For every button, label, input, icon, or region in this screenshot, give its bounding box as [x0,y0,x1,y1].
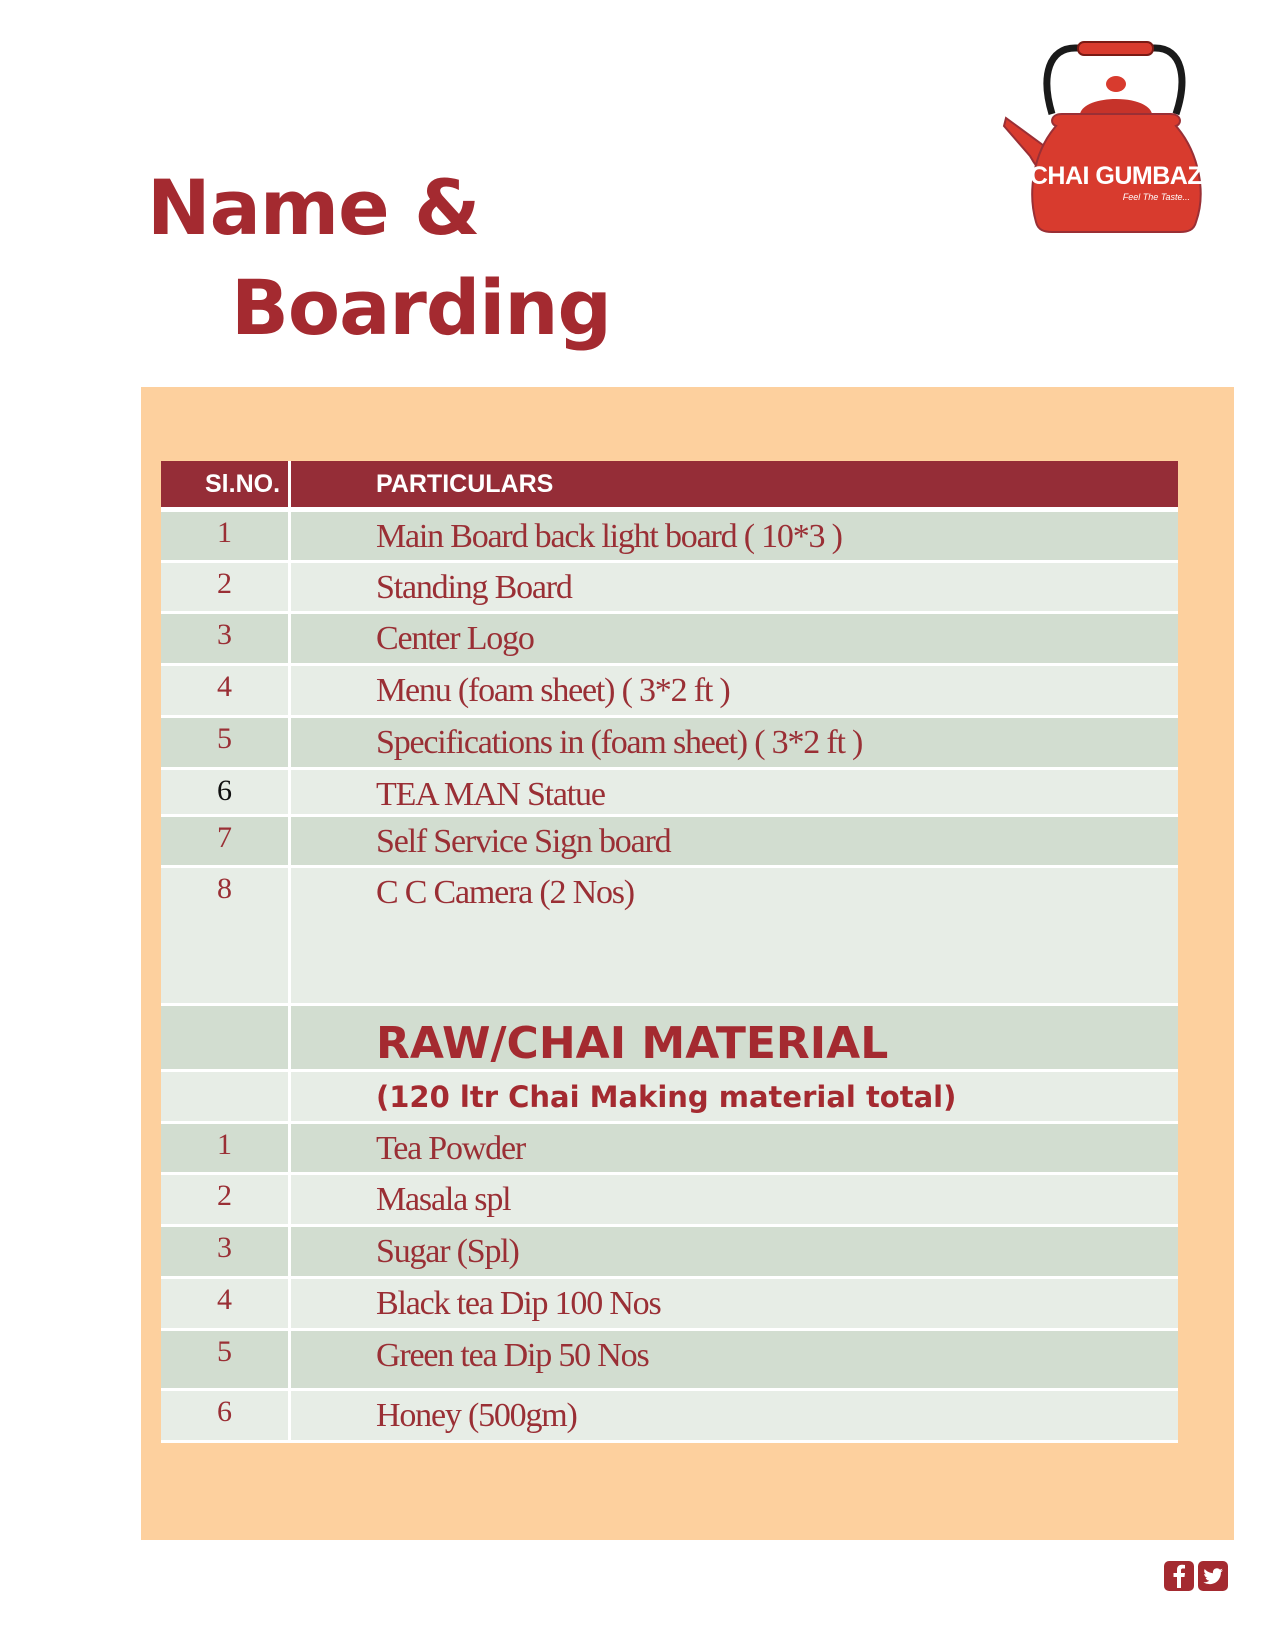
section-subtitle-row [161,1072,1178,1124]
row-number: 3 [161,1227,291,1279]
table-row [161,1124,1178,1175]
table-row [161,817,1178,868]
section-header-row [161,1006,1178,1072]
header-sl-no: Sl.NO. [161,461,291,512]
table-row [161,563,1178,614]
row-item: Green tea Dip 50 Nos [291,1331,1178,1391]
table-row [161,614,1178,666]
page-title-line1: Name & [147,163,480,252]
table-row [161,868,1178,1006]
teapot-lid-knob [1106,76,1126,92]
table-row [161,1391,1178,1443]
row-item: Specifications in (foam sheet) ( 3*2 ft ) [291,718,1178,770]
row-number: 2 [161,1175,291,1227]
section-subtitle: (120 ltr Chai Making material total) [291,1072,1178,1124]
row-item: Sugar (Spl) [291,1227,1178,1279]
table-row [161,770,1178,817]
row-number: 5 [161,718,291,770]
twitter-icon[interactable] [1198,1561,1228,1591]
boarding-table [161,461,1178,1443]
page-title-line2: Boarding [231,263,611,352]
row-number: 4 [161,1279,291,1331]
facebook-icon[interactable] [1164,1561,1194,1591]
row-number: 8 [161,868,291,1006]
logo-brand-text: CHAI GUMBAZ [1029,162,1203,190]
header-particulars: PARTICULARS [291,461,1178,512]
table-row [161,1279,1178,1331]
row-number: 6 [161,770,291,817]
row-item: Honey (500gm) [291,1391,1178,1443]
row-item: C C Camera (2 Nos) [291,868,1178,1006]
table-row [161,512,1178,563]
table-row [161,1331,1178,1391]
section-title: RAW/CHAI MATERIAL [291,1006,1178,1072]
table-header [161,461,1178,512]
table-row [161,1227,1178,1279]
teapot-lid [1080,99,1152,114]
row-item: Black tea Dip 100 Nos [291,1279,1178,1331]
row-item: TEA MAN Statue [291,770,1178,817]
row-number: 6 [161,1391,291,1443]
row-number: 3 [161,614,291,666]
table-row [161,666,1178,718]
row-item: Center Logo [291,614,1178,666]
teapot-handle-grip [1078,42,1153,55]
row-item: Self Service Sign board [291,817,1178,868]
row-number: 5 [161,1331,291,1391]
row-number: 2 [161,563,291,614]
row-item: Tea Powder [291,1124,1178,1175]
row-item: Standing Board [291,563,1178,614]
table-row [161,718,1178,770]
row-number: 4 [161,666,291,718]
row-item: Masala spl [291,1175,1178,1227]
table-row [161,1175,1178,1227]
logo-tagline-text: Feel The Taste... [1122,192,1190,202]
row-number: 1 [161,1124,291,1175]
row-item: Main Board back light board ( 10*3 ) [291,512,1178,563]
chai-gumbaz-logo [1000,34,1230,244]
row-item: Menu (foam sheet) ( 3*2 ft ) [291,666,1178,718]
row-number: 7 [161,817,291,868]
row-number: 1 [161,512,291,563]
